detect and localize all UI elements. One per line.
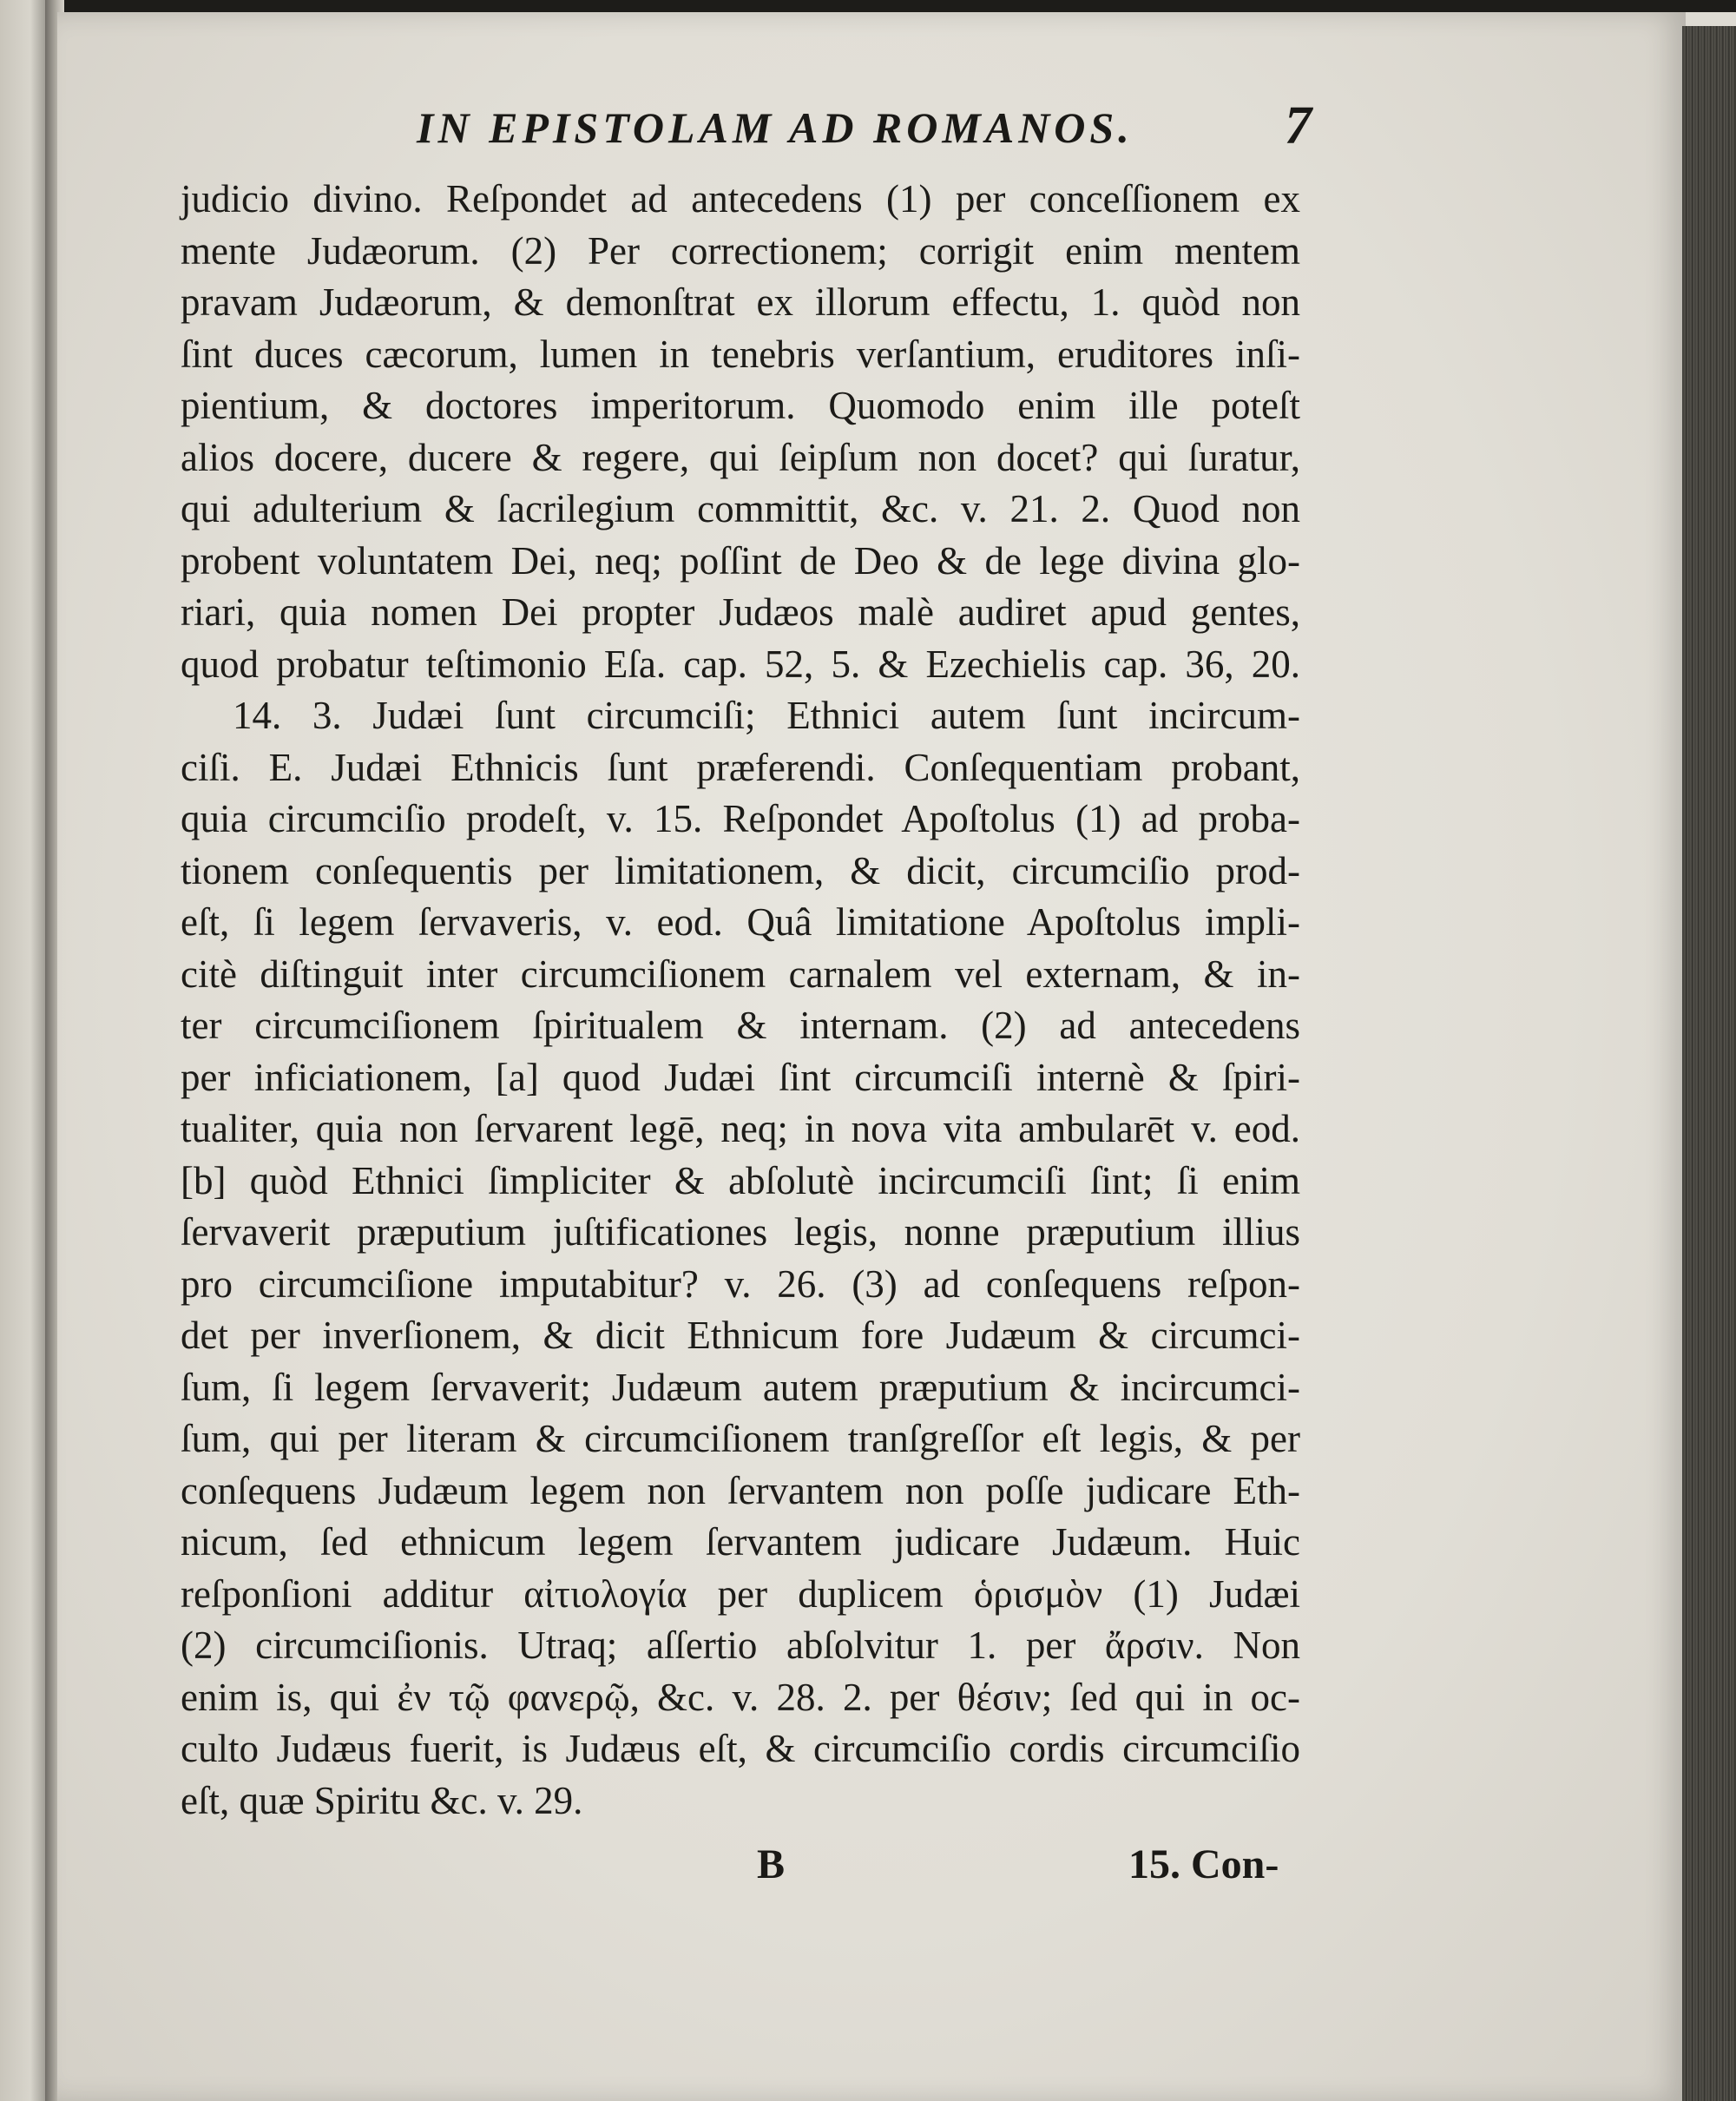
text-line: alios docere, ducere & regere, qui ſeipſum non docet? qui ſuratur, [181,435,1300,479]
text-line: culto Judæus fuerit, is Judæus eſt, & circumciſio cordis circumciſio [181,1727,1300,1770]
text-line: eſt, quæ Spiritu &c. v. 29. [181,1778,583,1822]
page-number: 7 [1285,96,1312,155]
text-line: (2) circumciſionis. Utraq; aſſertio abſolvitur 1. per ἄρσιν. Non [181,1624,1300,1667]
text-line: qui adulterium & ſacrilegium committit, &c. v. 21. 2. Quod non [181,487,1300,530]
scanner-edge [0,0,1736,12]
text-line: quia circumciſio prodeſt, v. 15. Reſpondet Apoſtolus (1) ad proba- [181,797,1300,840]
signature-mark: B [757,1841,786,1887]
text-line: ſervaverit præputium juſtificationes legis, nonne præputium illius [181,1210,1300,1254]
text-line: nicum, ſed ethnicum legem ſervantem judicare Judæum. Huic [181,1520,1300,1564]
text-line: ter circumciſionem ſpiritualem & internam. (2) ad antecedens [181,1004,1300,1047]
text-line: conſequens Judæum legem non ſervantem non poſſe judicare Eth- [181,1468,1300,1512]
text-line: eſt, ſi legem ſervaveris, v. eod. Quâ limitatione Apoſtolus impli- [181,900,1300,944]
text-line: ſum, qui per literam & circumciſionem tranſgreſſor eſt legis, & per [181,1417,1300,1460]
text-line: per inficiationem, [a] quod Judæi ſint circumciſi internè & ſpiri- [181,1055,1300,1099]
text-line: quod probatur teſtimonio Eſa. cap. 52, 5. & Ezechielis cap. 36, 20. [181,642,1300,686]
text-line: citè diſtinguit inter circumciſionem carnalem vel externam, & in- [181,952,1300,996]
text-line: det per inverſionem, & dicit Ethnicum fore Judæum & circumci- [181,1314,1300,1357]
text-line: tualiter, quia non ſervarent legē, neq; in nova vita ambularēt v. eod. [181,1107,1300,1150]
text-line: riari, quia nomen Dei propter Judæos malè audiret apud gentes, [181,590,1300,634]
text-line: mente Judæorum. (2) Per correctionem; corrigit enim mentem [181,228,1300,273]
text-line: ſum, ſi legem ſervaverit; Judæum autem præputium & incircumci- [181,1365,1300,1409]
text-line: enim is, qui ἐν τῷ φανερῷ, &c. v. 28. 2. per θέσιν; ſed qui in oc- [181,1675,1300,1719]
page-stack-edge [1682,26,1736,2101]
text-line: pientium, & doctores imperitorum. Quomodo enim ille poteſt [181,384,1300,427]
text-line: judicio divino. Reſpondet ad antecedens (1) per conceſſionem ex [181,177,1300,221]
text-line: 14. 3. Judæi ſunt circumciſi; Ethnici autem ſunt incircum- [233,694,1300,737]
text-line: ciſi. E. Judæi Ethnicis ſunt præferendi. Conſequentiam probant, [181,745,1300,789]
text-line: [b] quòd Ethnici ſimpliciter & abſolutè incircumciſi ſint; ſi enim [181,1158,1300,1202]
text-line: reſponſioni additur αἰτιολογία per duplicem ὁρισμὸν (1) Judæi [181,1571,1300,1616]
text-line: pro circumciſione imputabitur? v. 26. (3) ad conſequens reſpon- [181,1261,1300,1306]
text-line: probent voluntatem Dei, neq; poſſint de Deo & de lege divina glo- [181,538,1300,583]
running-head: IN EPISTOLAM AD ROMANOS. [417,103,1134,152]
text-line: pravam Judæorum, & demonſtrat ex illorum effectu, 1. quòd non [181,280,1300,324]
text-line: tionem conſequentis per limitationem, & dicit, circumciſio prod- [181,848,1300,892]
previous-page-edge [0,0,50,2101]
text-line: ſint duces cæcorum, lumen in tenebris verſantium, eruditores inſi- [181,332,1300,376]
text-block [181,174,1300,1827]
catchword: 15. Con- [1128,1841,1279,1887]
